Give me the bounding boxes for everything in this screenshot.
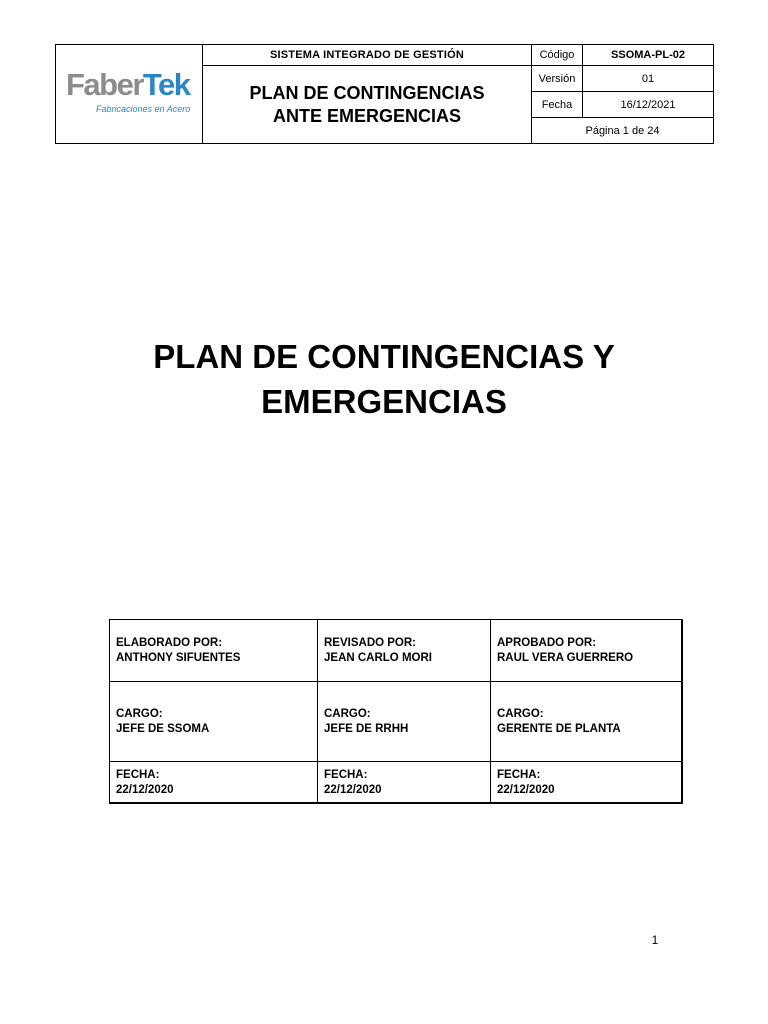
prepared-position-cell <box>110 682 318 762</box>
document-title-line2: ANTE EMERGENCIAS <box>272 105 461 126</box>
date-value: 22/12/2020 <box>497 783 555 796</box>
date-label: Fecha <box>532 92 583 118</box>
table-shadow-right <box>681 619 683 803</box>
date-value: 16/12/2021 <box>583 92 714 118</box>
position-label: CARGO: <box>116 707 163 720</box>
main-title-line1: PLAN DE CONTINGENCIAS Y <box>153 338 615 375</box>
document-header-table <box>55 44 714 144</box>
document-title <box>203 66 532 144</box>
date-label: FECHA: <box>116 768 160 781</box>
code-value: SSOMA-PL-02 <box>583 45 714 66</box>
document-title-line1: PLAN DE CONTINGENCIAS <box>249 82 485 103</box>
position-label: CARGO: <box>497 707 544 720</box>
reviewed-by-label: REVISADO POR: <box>324 636 417 649</box>
reviewed-position-cell <box>318 682 491 762</box>
main-title <box>0 334 768 424</box>
approved-date-cell <box>491 762 682 804</box>
version-label: Versión <box>532 66 583 92</box>
reviewed-date-cell <box>318 762 491 804</box>
approved-position-cell <box>491 682 682 762</box>
logo-wordmark: FaberTek <box>66 67 190 102</box>
date-label: FECHA: <box>324 768 368 781</box>
logo-cell <box>56 45 203 144</box>
date-label: FECHA: <box>497 768 541 781</box>
approved-by-name: RAUL VERA GUERRERO <box>497 651 634 664</box>
approval-table <box>109 619 682 804</box>
position-value: JEFE DE RRHH <box>324 722 409 735</box>
prepared-date-cell <box>110 762 318 804</box>
reviewed-by-cell <box>318 620 491 682</box>
table-shadow-bottom <box>109 802 683 804</box>
system-name: SISTEMA INTEGRADO DE GESTIÓN <box>203 45 532 66</box>
prepared-by-cell <box>110 620 318 682</box>
prepared-by-label: ELABORADO POR: <box>116 636 223 649</box>
version-value: 01 <box>583 66 714 92</box>
position-value: JEFE DE SSOMA <box>116 722 210 735</box>
logo-tagline: Fabricaciones en Acero <box>96 104 191 114</box>
page-indicator: Página 1 de 24 <box>532 118 714 144</box>
date-value: 22/12/2020 <box>324 783 382 796</box>
prepared-by-name: ANTHONY SIFUENTES <box>116 651 241 664</box>
position-value: GERENTE DE PLANTA <box>497 722 621 735</box>
position-label: CARGO: <box>324 707 371 720</box>
code-label: Código <box>532 45 583 66</box>
reviewed-by-name: JEAN CARLO MORI <box>324 651 432 664</box>
company-logo <box>66 66 192 122</box>
page-number: 1 <box>651 933 659 947</box>
main-title-line2: EMERGENCIAS <box>261 383 507 420</box>
approved-by-cell <box>491 620 682 682</box>
date-value: 22/12/2020 <box>116 783 174 796</box>
approved-by-label: APROBADO POR: <box>497 636 597 649</box>
